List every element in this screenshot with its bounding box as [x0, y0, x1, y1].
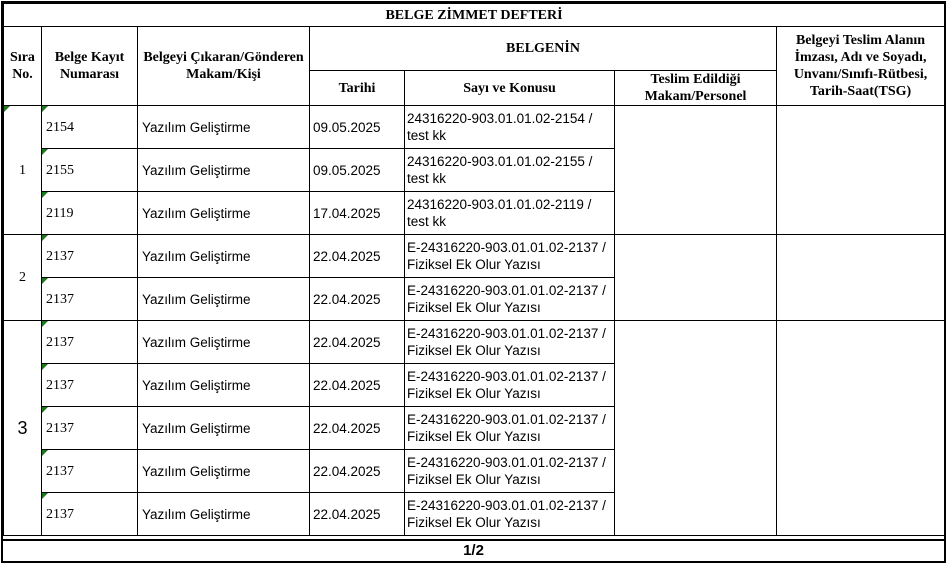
cikaran-cell: Yazılım Geliştirme	[138, 149, 310, 192]
belge-kayit-value: 2119	[46, 205, 74, 221]
belge-kayit-cell	[42, 450, 138, 493]
belge-kayit-cell	[42, 407, 138, 450]
cell-comment-marker	[42, 106, 48, 112]
cell-comment-marker	[42, 450, 48, 456]
belge-kayit-cell	[42, 106, 138, 149]
tarih-cell: 22.04.2025	[310, 450, 405, 493]
sayi-konusu-cell: E-24316220-903.01.01.02-2137 / Fiziksel Ek Olur Yazısı	[405, 235, 615, 278]
header-belgenin: BELGENİN	[310, 27, 777, 71]
belge-kayit-cell	[42, 321, 138, 364]
tarih-cell: 22.04.2025	[310, 364, 405, 407]
cell-comment-marker	[42, 278, 48, 284]
sayi-konusu-cell: 24316220-903.01.01.02-2155 / test kk	[405, 149, 615, 192]
sayi-konusu-cell: E-24316220-903.01.01.02-2137 / Fiziksel Ek Olur Yazısı	[405, 450, 615, 493]
belge-kayit-value: 2137	[46, 463, 74, 479]
belge-kayit-value: 2137	[46, 420, 74, 436]
cikaran-cell: Yazılım Geliştirme	[138, 235, 310, 278]
sayi-konusu-cell: 24316220-903.01.01.02-2154 / test kk	[405, 106, 615, 149]
cikaran-cell: Yazılım Geliştirme	[138, 493, 310, 536]
sayi-konusu-cell: E-24316220-903.01.01.02-2137 / Fiziksel Ek Olur Yazısı	[405, 321, 615, 364]
cell-comment-marker	[42, 364, 48, 370]
tarih-cell: 22.04.2025	[310, 321, 405, 364]
cikaran-cell: Yazılım Geliştirme	[138, 192, 310, 235]
zimmet-sheet	[1, 1, 946, 563]
header-sayi-konusu: Sayı ve Konusu	[405, 71, 615, 106]
teslim-alan-cell	[777, 321, 945, 536]
teslim-alan-cell	[777, 235, 945, 321]
tarih-cell: 22.04.2025	[310, 493, 405, 536]
cell-comment-marker	[42, 149, 48, 155]
document-title: BELGE ZİMMET DEFTERİ	[4, 4, 945, 27]
sayi-konusu-cell: E-24316220-903.01.01.02-2137 / Fiziksel Ek Olur Yazısı	[405, 407, 615, 450]
teslim-edildigi-cell	[615, 235, 777, 321]
cell-comment-marker	[42, 407, 48, 413]
belge-kayit-value: 2137	[46, 506, 74, 522]
header-cikaran: Belgeyi Çıkaran/Gönderen Makam/Kişi	[138, 27, 310, 106]
belge-kayit-cell	[42, 235, 138, 278]
table-row	[4, 235, 945, 278]
belge-kayit-value: 2137	[46, 248, 74, 264]
header-sira: Sıra No.	[4, 27, 42, 106]
teslim-edildigi-cell	[615, 106, 777, 235]
cell-comment-marker	[42, 235, 48, 241]
cell-comment-marker	[42, 321, 48, 327]
sayi-konusu-cell: E-24316220-903.01.01.02-2137 / Fiziksel Ek Olur Yazısı	[405, 493, 615, 536]
tarih-cell: 22.04.2025	[310, 407, 405, 450]
cell-comment-marker	[4, 106, 10, 112]
sayi-konusu-cell: E-24316220-903.01.01.02-2137 / Fiziksel Ek Olur Yazısı	[405, 364, 615, 407]
belge-kayit-cell	[42, 493, 138, 536]
page-indicator: 1/2	[3, 539, 944, 561]
header-teslim-alan: Belgeyi Teslim Alanın İmzası, Adı ve Soyadı, Unvanı/Sınıfı-Rütbesi, Tarih-Saat(TSG)	[777, 27, 945, 106]
header-belge-kayit: Belge Kayıt Numarası	[42, 27, 138, 106]
belge-kayit-cell	[42, 192, 138, 235]
belge-kayit-value: 2137	[46, 291, 74, 307]
cikaran-cell: Yazılım Geliştirme	[138, 106, 310, 149]
cikaran-cell: Yazılım Geliştirme	[138, 364, 310, 407]
belge-kayit-value: 2155	[46, 162, 74, 178]
cell-comment-marker	[42, 192, 48, 198]
teslim-edildigi-cell	[615, 321, 777, 536]
zimmet-table	[3, 3, 945, 536]
cikaran-cell: Yazılım Geliştirme	[138, 278, 310, 321]
cikaran-cell: Yazılım Geliştirme	[138, 407, 310, 450]
header-tarihi: Tarihi	[310, 71, 405, 106]
header-teslim-edildigi: Teslim Edildiği Makam/Personel	[615, 71, 777, 106]
table-row	[4, 321, 945, 364]
cikaran-cell: Yazılım Geliştirme	[138, 450, 310, 493]
belge-kayit-value: 2137	[46, 377, 74, 393]
belge-kayit-value: 2137	[46, 334, 74, 350]
belge-kayit-cell	[42, 278, 138, 321]
tarih-cell: 09.05.2025	[310, 149, 405, 192]
belge-kayit-cell	[42, 149, 138, 192]
teslim-alan-cell	[777, 106, 945, 235]
cikaran-cell: Yazılım Geliştirme	[138, 321, 310, 364]
sira-cell: 1	[4, 106, 42, 235]
sira-cell: 2	[4, 235, 42, 321]
sira-cell: 3	[4, 321, 42, 536]
table-row	[4, 106, 945, 149]
table-body	[4, 106, 945, 536]
sayi-konusu-cell: E-24316220-903.01.01.02-2137 / Fiziksel Ek Olur Yazısı	[405, 278, 615, 321]
sayi-konusu-cell: 24316220-903.01.01.02-2119 / test kk	[405, 192, 615, 235]
cell-comment-marker	[42, 493, 48, 499]
tarih-cell: 17.04.2025	[310, 192, 405, 235]
tarih-cell: 22.04.2025	[310, 278, 405, 321]
belge-kayit-cell	[42, 364, 138, 407]
belge-kayit-value: 2154	[46, 119, 74, 135]
tarih-cell: 09.05.2025	[310, 106, 405, 149]
tarih-cell: 22.04.2025	[310, 235, 405, 278]
